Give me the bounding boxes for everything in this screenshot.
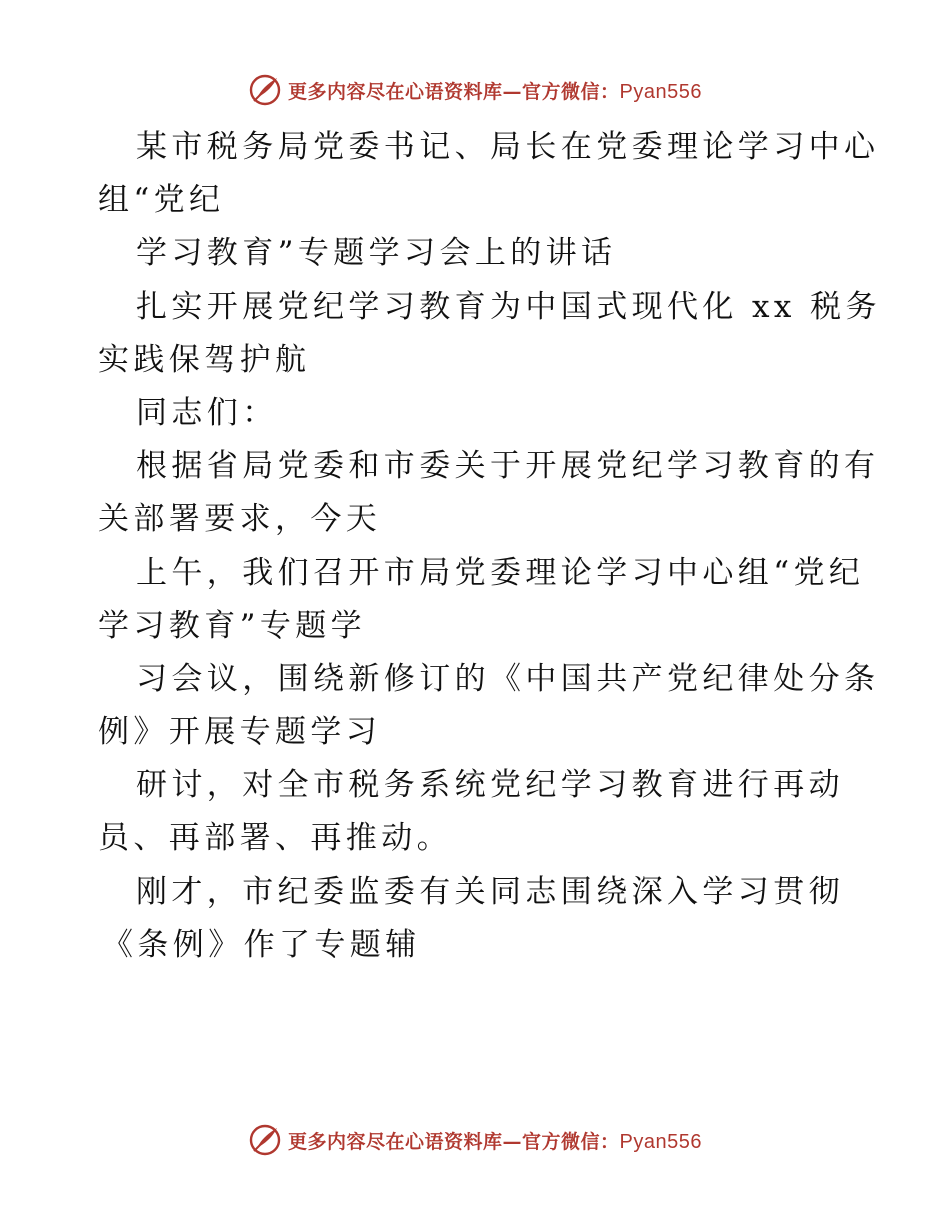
title-line-1: 某市税务局党委书记、局长在党委理论学习中心 xyxy=(136,129,880,165)
document-body xyxy=(98,121,881,972)
header-banner xyxy=(0,70,950,110)
subtitle-line-1: 扎实开展党纪学习教育为中国式现代化 xx 税务 xyxy=(136,288,881,325)
paragraph-line: 研讨，对全市税务系统党纪学习教育进行再动 xyxy=(136,767,844,804)
subtitle-line-2: 实践保驾护航 xyxy=(98,341,311,378)
paragraph-line: 《条例》作了专题辅 xyxy=(102,926,421,963)
paragraph-line: 上午，我们召开市局党委理论学习中心组“党纪 xyxy=(136,554,865,591)
paragraph-line: 员、再部署、再推动。 xyxy=(98,820,452,857)
paragraph-line: 学习教育”专题学 xyxy=(98,607,367,644)
salutation: 同志们： xyxy=(136,394,278,431)
title-line-3: 学习教育”专题学习会上的讲话 xyxy=(136,235,617,272)
paragraph-line: 根据省局党委和市委关于开展党纪学习教育的有 xyxy=(136,448,880,485)
paragraph-line: 例》开展专题学习 xyxy=(98,714,382,751)
paragraph-line: 习会议，围绕新修订的《中国共产党纪律处分条 xyxy=(136,660,880,697)
banner-text: 更多内容尽在心语资料库—官方微信：Pyan556 xyxy=(288,1130,702,1153)
quill-logo-icon xyxy=(248,73,282,107)
paragraph-line: 关部署要求，今天 xyxy=(98,501,382,538)
title-line-2: 组“党纪 xyxy=(98,182,225,219)
banner-text: 更多内容尽在心语资料库—官方微信：Pyan556 xyxy=(288,80,702,103)
quill-logo-icon xyxy=(248,1123,282,1157)
footer-banner xyxy=(0,1120,950,1160)
paragraph-line: 刚才，市纪委监委有关同志围绕深入学习贯彻 xyxy=(136,873,844,910)
